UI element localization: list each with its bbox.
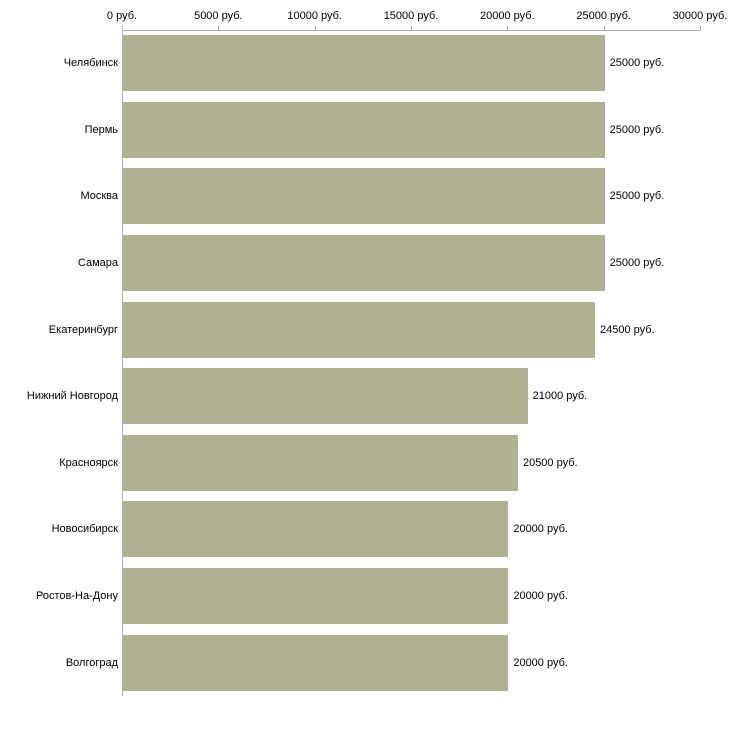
category-label: Самара — [77, 257, 118, 270]
bar-value-label: 25000 руб. — [609, 57, 665, 70]
bar[interactable] — [123, 435, 518, 491]
category-label: Москва — [80, 190, 118, 203]
category-label-wrap — [0, 629, 122, 696]
category-label: Челябинск — [63, 57, 118, 70]
bar-value-label: 25000 руб. — [609, 123, 665, 136]
category-label-wrap — [0, 163, 122, 230]
chart-row — [0, 296, 730, 363]
category-label-wrap — [0, 430, 122, 497]
bar[interactable] — [123, 102, 605, 158]
bar-value-label: 21000 руб. — [532, 390, 588, 403]
x-tick-label: 20000 руб. — [480, 10, 535, 22]
category-label-wrap — [0, 563, 122, 630]
x-tick-label: 10000 руб. — [287, 10, 342, 22]
chart-row — [0, 496, 730, 563]
x-tick-label: 5000 руб. — [194, 10, 243, 22]
chart-row — [0, 563, 730, 630]
x-tick-label: 25000 руб. — [576, 10, 631, 22]
x-tick-label: 15000 руб. — [383, 10, 439, 22]
category-label-wrap — [0, 296, 122, 363]
bar[interactable] — [123, 368, 528, 424]
bar[interactable] — [123, 35, 605, 91]
chart-row — [0, 97, 730, 164]
bar-value-label: 20000 руб. — [513, 656, 568, 669]
bar[interactable] — [123, 501, 508, 557]
bar[interactable] — [123, 568, 508, 624]
bar-value-label: 20000 руб. — [513, 590, 568, 603]
bar-value-label: 20000 руб. — [513, 523, 568, 536]
category-label: Ростов-На-Дону — [35, 590, 118, 603]
category-label: Волгоград — [65, 656, 118, 669]
bar-value-label: 25000 руб. — [609, 190, 665, 203]
category-label-wrap — [0, 97, 122, 164]
chart-row — [0, 230, 730, 297]
bar[interactable] — [123, 168, 605, 224]
chart-row — [0, 163, 730, 230]
chart-row — [0, 363, 730, 430]
category-label-wrap — [0, 230, 122, 297]
x-tick-label: 0 руб. — [106, 10, 138, 22]
x-tick-label: 30000 руб. — [672, 10, 728, 22]
category-label-wrap — [0, 496, 122, 563]
bar-value-label: 25000 руб. — [609, 257, 665, 270]
category-label: Нижний Новгород — [26, 390, 118, 403]
chart-row — [0, 430, 730, 497]
category-label-wrap — [0, 363, 122, 430]
category-label-wrap — [0, 30, 122, 97]
category-label: Пермь — [84, 123, 118, 136]
category-label: Екатеринбург — [48, 323, 118, 336]
bar[interactable] — [123, 302, 595, 358]
bar-value-label: 24500 руб. — [600, 323, 655, 336]
chart-row — [0, 30, 730, 97]
bar-value-label: 20500 руб. — [522, 456, 578, 469]
category-label: Красноярск — [59, 456, 118, 469]
bar[interactable] — [123, 635, 508, 691]
category-label: Новосибирск — [51, 523, 118, 536]
bar[interactable] — [123, 235, 605, 291]
chart-row — [0, 629, 730, 696]
